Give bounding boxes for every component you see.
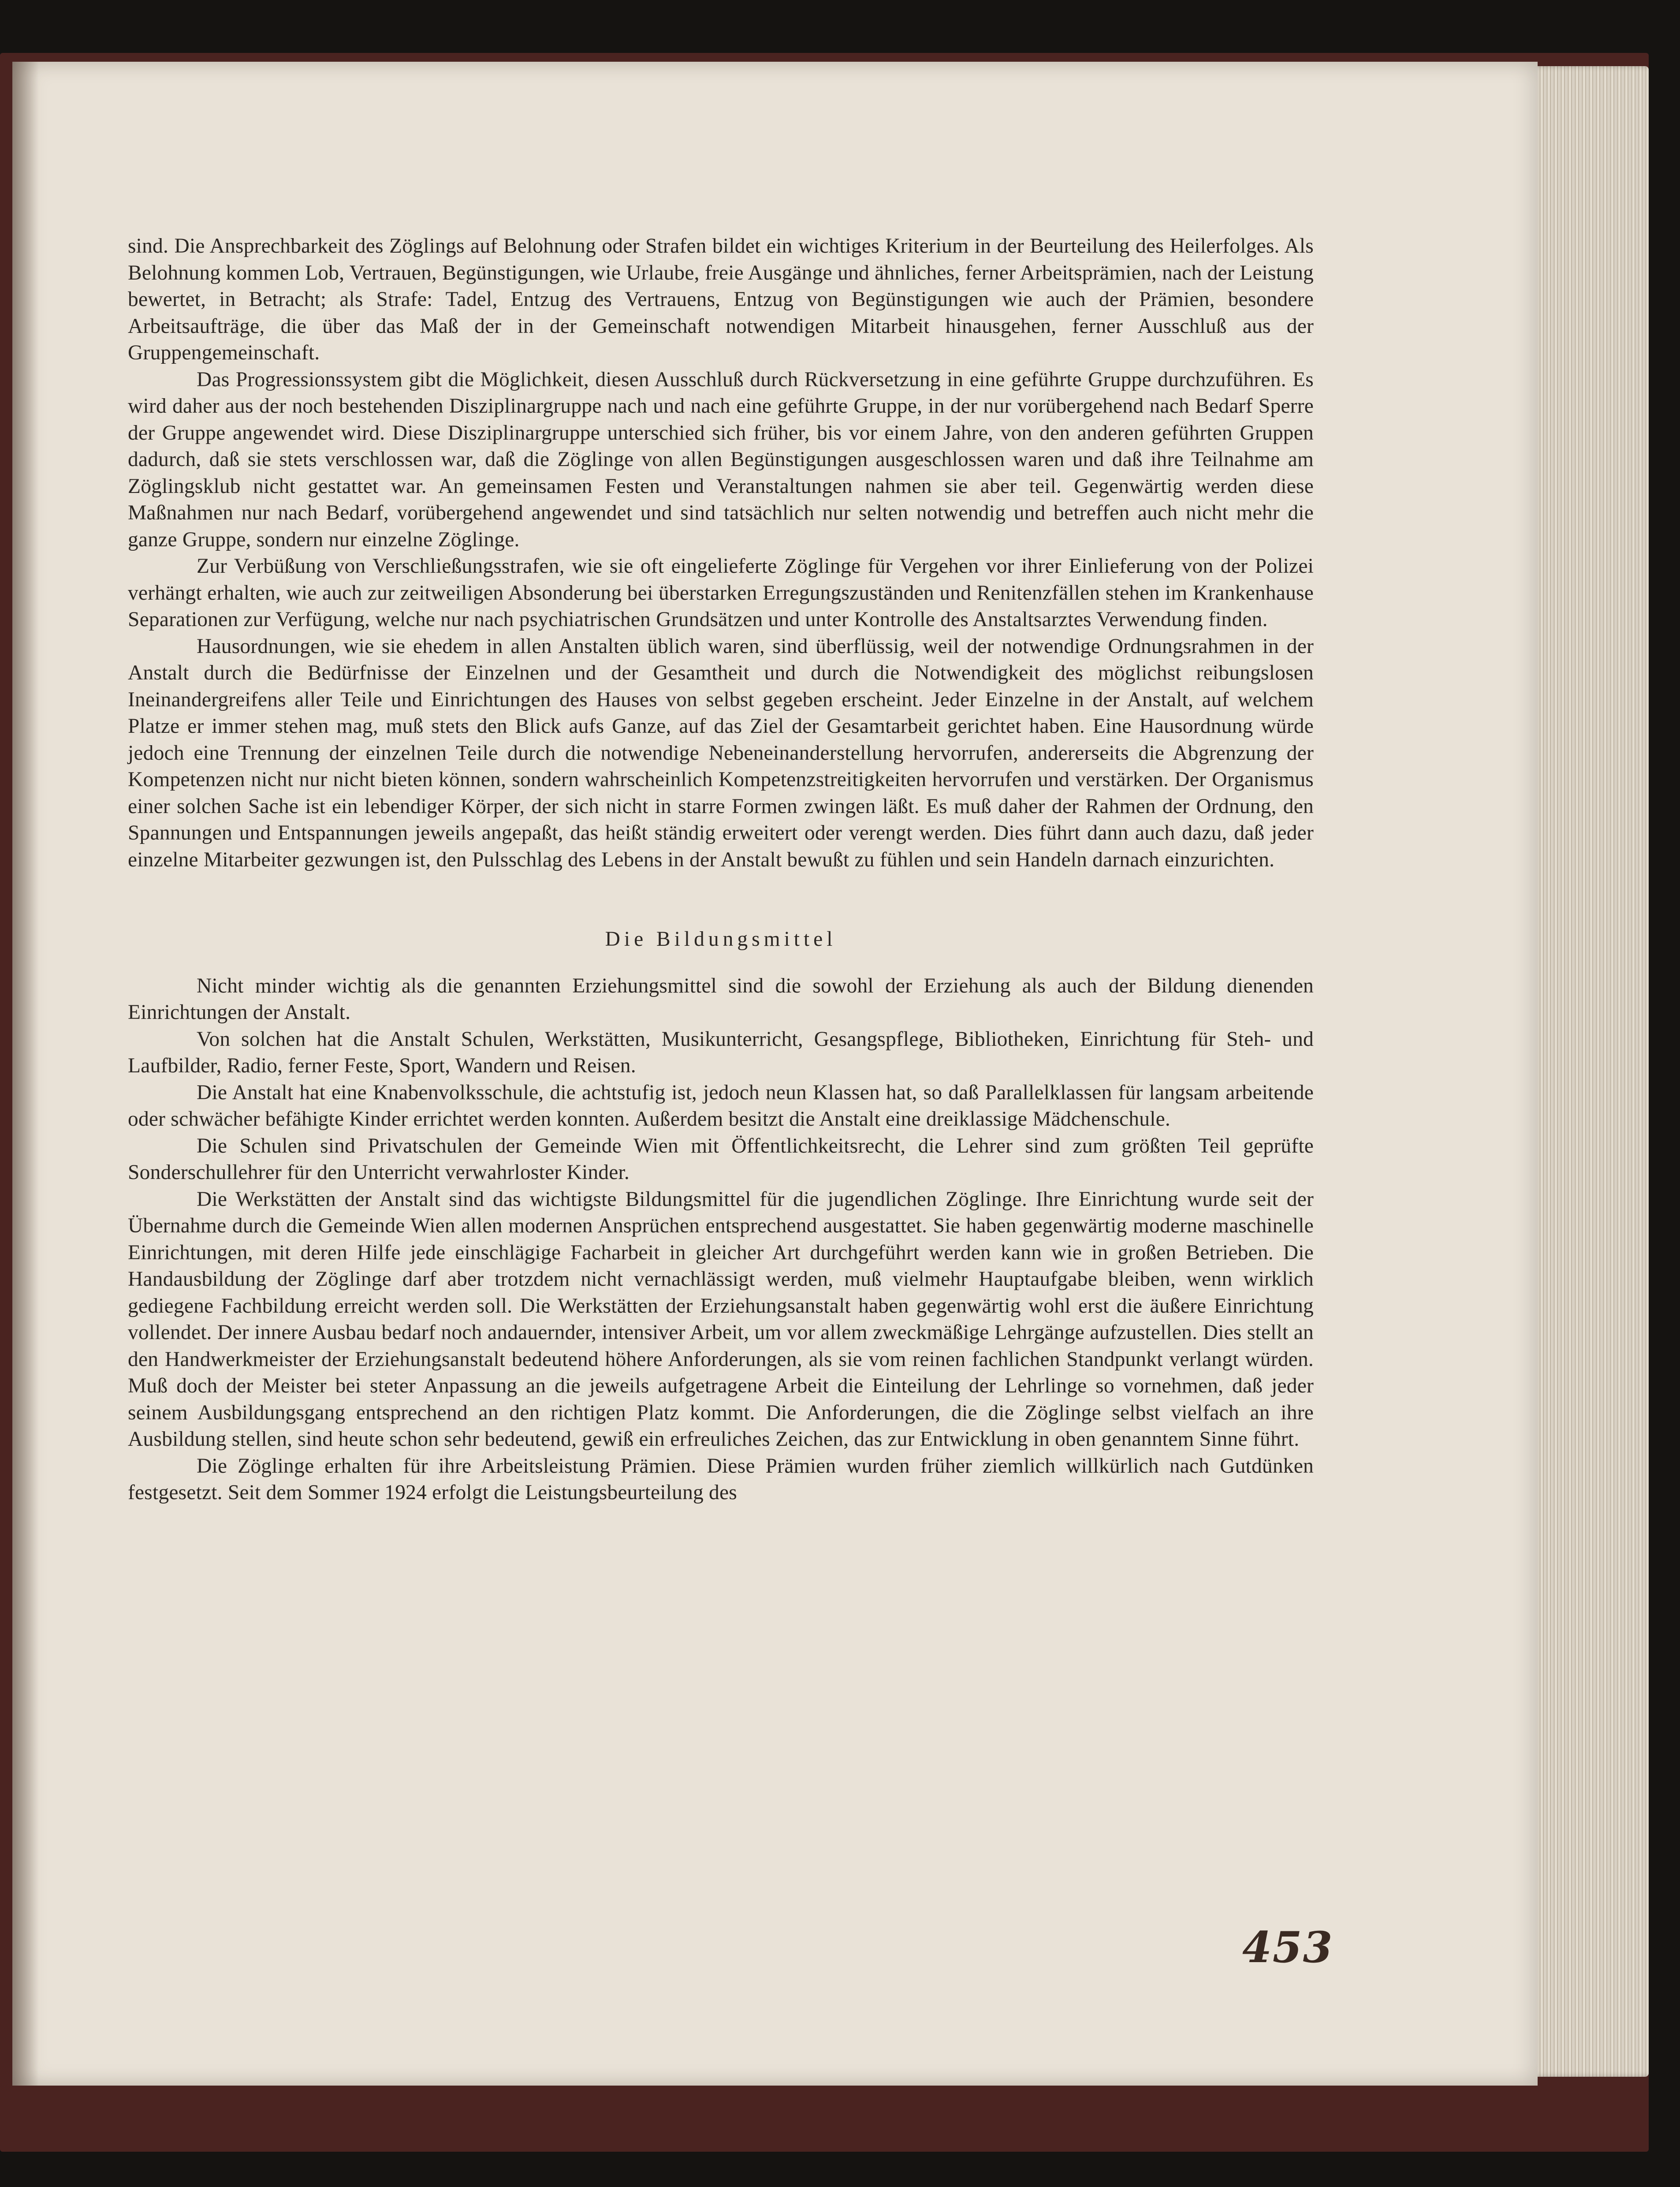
section-heading: Die Bildungsmittel: [605, 928, 837, 951]
paragraph: Zur Verbüßung von Verschließungsstrafen, wie sie oft eingelieferte Zöglinge für Vergehen vor ihrer Einlieferung von der Polizei verhängt erhalten, wie auch zur zeitweiligen Absonderung bei überstarken Erregungszuständen und Renitenzfällen stehen im Krankenhause Separationen zur Verfügung, welche nur nach psychiatrischen Grundsätzen und unter Kontrolle des Anstaltsarztes Verwendung finden.: [128, 555, 1314, 631]
paragraph: Von solchen hat die Anstalt Schulen, Werkstätten, Musikunterricht, Gesangspflege, Bibliotheken, Einrichtung für Steh- und Laufbilder, Radio, ferner Feste, Sport, Wandern und Reisen.: [128, 1027, 1314, 1077]
paragraph: Die Schulen sind Privatschulen der Gemeinde Wien mit Öffentlichkeitsrecht, die Lehrer sind zum größten Teil geprüfte Sonderschullehrer für den Unterricht verwahrloster Kinder.: [128, 1134, 1314, 1184]
page-number: 453: [1242, 1922, 1334, 1972]
paragraph: sind. Die Ansprechbarkeit des Zöglings auf Belohnung oder Strafen bildet ein wichtiges Kriterium in der Beurteilung des Heilerfolges. Als Belohnung kommen Lob, Vertrauen, Begünstigungen, wie Urlaube, freie Ausgänge und ähnliches, ferner Arbeitsprämien, nach der Leistung bewertet, in Betracht; als Strafe: Tadel, Entzug des Vertrauens, Entzug von Begünstigungen wie auch der Prämien, besondere Arbeitsaufträge, die über das Maß der in der Gemeinschaft notwendigen Mitarbeit hinausgehen, ferner Ausschluß aus der Gruppengemeinschaft.: [128, 235, 1314, 364]
page-edges: [1530, 66, 1649, 2077]
paragraph: Nicht minder wichtig als die genannten Erziehungsmittel sind die sowohl der Erziehung als auch der Bildung dienenden Einrichtungen der Anstalt.: [128, 974, 1314, 1024]
paragraph: Die Werkstätten der Anstalt sind das wichtigste Bildungsmittel für die jugendlichen Zöglinge. Ihre Einrichtung wurde seit der Übernahme durch die Gemeinde Wien allen modernen Ansprüchen entsprechend ausgestattet. Sie haben gegenwärtig moderne maschinelle Einrichtungen, mit deren Hilfe jede einschlägige Facharbeit in gleicher Art durchgeführt werden kann wie in großen Betrieben. Die Handausbildung der Zöglinge darf aber trotzdem nicht vernachlässigt werden, muß vielmehr Hauptaufgabe bleiben, wenn wirklich gediegene Fachbildung erreicht werden soll. Die Werkstätten der Erziehungsanstalt haben gegenwärtig wohl erst die äußere Einrichtung vollendet. Der innere Ausbau bedarf noch andauernder, intensiver Arbeit, um vor allem zweckmäßige Lehrgänge aufzustellen. Dies stellt an den Handwerkmeister der Erziehungsanstalt bedeutend höhere Anforderungen, als sie vom reinen fachlichen Standpunkt verlangt würden. Muß doch der Meister bei steter Anpassung an die jeweils aufgetragene Arbeit die Einteilung der Lehrlinge so vornehmen, daß jeder seinem Ausbildungsgang entsprechend an den richtigen Platz kommt. Die Anforderungen, die die Zöglinge selbst vielfach an ihre Ausbildung stellen, sind heute schon sehr bedeutend, gewiß ein erfreuliches Zeichen, das zur Entwicklung in oben genanntem Sinne führt.: [128, 1187, 1314, 1451]
paragraph: Die Anstalt hat eine Knabenvolksschule, die achtstufig ist, jedoch neun Klassen hat, so daß Parallelklassen für langsam arbeitende oder schwächer befähigte Kinder errichtet werden konnten. Außerdem besitzt die Anstalt eine dreiklassige Mädchenschule.: [128, 1081, 1314, 1131]
paragraph: Das Progressionssystem gibt die Möglichkeit, diesen Ausschluß durch Rückversetzung in eine geführte Gruppe durchzuführen. Es wird daher aus der noch bestehenden Disziplinargruppe nach und nach eine geführte Gruppe, in der nur vorübergehend nach Bedarf Sperre der Gruppe angewendet wird. Diese Disziplinargruppe unterschied sich früher, bis vor einem Jahre, von den anderen geführten Gruppen dadurch, daß sie stets verschlossen war, daß die Zöglinge von allen Begünstigungen ausgeschlossen waren und daß ihre Teilnahme am Zöglingsklub nicht gestattet war. An gemeinsamen Festen und Veranstaltungen nahmen sie aber teil. Gegenwärtig werden diese Maßnahmen nur nach Bedarf, vorübergehend angewendet und sind tatsächlich nur selten notwendig und betreffen auch nicht mehr die ganze Gruppe, sondern nur einzelne Zöglinge.: [128, 368, 1314, 551]
paragraph: Hausordnungen, wie sie ehedem in allen Anstalten üblich waren, sind überflüssig, weil der notwendige Ordnungsrahmen in der Anstalt durch die Bedürfnisse der Einzelnen und der Gesamtheit und durch die Notwendigkeit des möglichst reibungslosen Ineinandergreifens aller Teile und Einrichtungen des Hauses von selbst gegeben erscheint. Jeder Einzelne in der Anstalt, auf welchem Platze er immer stehen mag, muß stets den Blick aufs Ganze, auf das Ziel der Gesamtarbeit gerichtet haben. Eine Hausordnung würde jedoch eine Trennung der einzelnen Teile durch die notwendige Nebeneinanderstellung hervorrufen, andererseits die Abgrenzung der Kompetenzen nicht nur nicht bieten können, sondern wahrscheinlich Kompetenzstreitigkeiten hervorrufen und verstärken. Der Organismus einer solchen Sache ist ein lebendiger Körper, der sich nicht in starre Formen zwingen läßt. Es muß daher der Rahmen der Ordnung, den Spannungen und Entspannungen jeweils angepaßt, das heißt ständig erweitert oder verengt werden. Dies führt dann auch dazu, daß jeder einzelne Mitarbeiter gezwungen ist, den Pulsschlag des Lebens in der Anstalt bewußt zu fühlen und sein Handeln darnach einzurichten.: [128, 634, 1314, 871]
paragraph: Die Zöglinge erhalten für ihre Arbeitsleistung Prämien. Diese Prämien wurden früher ziemlich willkürlich nach Gutdünken festgesetzt. Seit dem Sommer 1924 erfolgt die Leistungsbeurteilung des: [128, 1454, 1314, 1504]
body-text: [128, 233, 1314, 1506]
book-page: [12, 62, 1538, 2086]
